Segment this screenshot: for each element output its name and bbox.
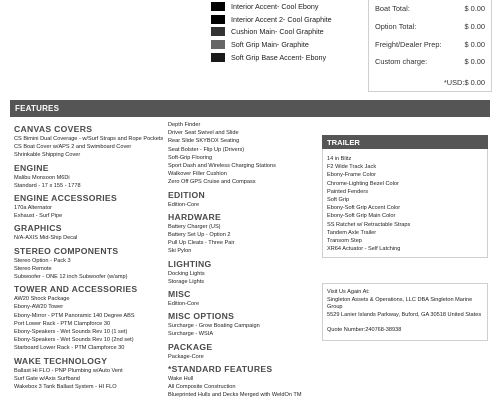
feature-item: Surf Gate w/Axis Surfband: [14, 375, 80, 382]
feature-item: Storage Lights: [168, 278, 205, 285]
trailer-item: Soft Grip: [327, 197, 350, 204]
trailer-item: Ebony-Soft Grip Accent Color: [327, 205, 401, 212]
feature-item: N/A-AXIS Mid-Ship Decal: [14, 235, 78, 242]
trailer-item: Tandem Axle Trailer: [327, 229, 377, 236]
option-total-row: [375, 22, 485, 31]
color-swatch-list: [211, 0, 351, 64]
feature-item: Malibu Monsoon M6Di: [14, 174, 70, 181]
color-swatch: [211, 27, 225, 36]
section-heading-edition: EDITION: [168, 189, 205, 200]
feature-item: Ebony-Speakers - Wet Sounds Rev 10 (2nd set): [14, 337, 134, 344]
feature-item: Walkover Filler Cushion: [168, 171, 227, 178]
dealer-address: 5529 Lanier Islands Parkway, Buford, GA 30518 United States: [327, 311, 482, 318]
color-swatch: [211, 53, 225, 62]
feature-item: Battery Set Up - Option 2: [168, 232, 231, 239]
section-heading-package: PACKAGE: [168, 341, 213, 352]
trailer-item: Transom Step: [327, 238, 362, 245]
section-heading-engine: ENGINE: [14, 162, 49, 173]
trailer-item: 14 in Blitz: [327, 156, 352, 162]
custom-charge-row: [375, 57, 485, 66]
features-title: FEATURES: [15, 104, 60, 113]
section-heading-standard-features: *STANDARD FEATURES: [168, 363, 273, 374]
feature-item: Pull Up Cleats - Three Pair: [168, 240, 235, 247]
section-heading-hardware: HARDWARE: [168, 211, 222, 222]
feature-item: Ballast Hi FLO - PNP Plumbing w/Auto Vent: [14, 367, 123, 374]
price-value: $ 0.00: [464, 22, 485, 31]
swatch-label: Soft Grip Base Accent- Ebony: [231, 53, 327, 63]
feature-item: Edition-Core: [168, 301, 200, 308]
feature-item: Depth Finder: [168, 122, 201, 128]
swatch-label: Interior Accent- Cool Ebony: [231, 1, 319, 11]
feature-item: Sport Dash and Wireless Charging Stations: [168, 163, 276, 170]
feature-item: Subwoofer - ONE 12 inch Subwoofer (w/amp): [14, 274, 128, 281]
price-label: Custom charge:: [375, 57, 428, 66]
feature-item: Wake Hull: [168, 375, 194, 382]
feature-item: Port Lower Rack - PTM Clampforce 30: [14, 320, 111, 327]
dealer-name-line: Singleton Assets & Operations, LLC DBA Singleton Marine: [327, 296, 473, 303]
feature-item: Ski Pylon: [168, 248, 192, 255]
features-column-middle: [168, 121, 318, 399]
features-column-left: [14, 121, 164, 391]
trailer-item: Painted Fenders: [327, 188, 369, 195]
feature-item: Zero Off GPS Cruise and Compass: [168, 179, 256, 186]
swatch-row: [211, 38, 351, 51]
trailer-list: [322, 149, 488, 258]
feature-item: Wakebox 3 Tank Ballast System - HI FLO: [14, 384, 117, 391]
feature-item: Soft-Grip Flooring: [168, 154, 213, 161]
swatch-row: [211, 0, 351, 13]
feature-item: Edition-Core: [168, 201, 200, 208]
feature-item: Stereo Option - Pack 3: [14, 257, 71, 264]
feature-item: Starboard Lower Rack - PTM Clampforce 30: [14, 345, 125, 352]
feature-item: Docking Lights: [168, 270, 205, 277]
section-heading-misc: MISC: [168, 289, 191, 300]
feature-item: Ebony-AW20 Tower: [14, 304, 64, 311]
feature-item: Ebony-Speakers - Wet Sounds Rev 10 (1 set): [14, 329, 128, 336]
feature-item: CS Bimini Dual Coverage - w/Surf Straps and Rope Pockets: [14, 136, 164, 142]
freight-row: [375, 40, 485, 49]
features-header: [10, 100, 490, 117]
section-heading-tower-and-accessories: TOWER AND ACCESSORIES: [14, 284, 138, 295]
feature-item: CS Boat Cover w/APS 2 and Swimboard Cover: [14, 144, 132, 151]
trailer-panel: [322, 135, 488, 258]
price-value: $ 0.00: [464, 4, 485, 13]
swatch-label: Cushion Main- Cool Graphite: [231, 27, 324, 37]
color-swatch: [211, 2, 225, 11]
section-heading-wake-technology: WAKE TECHNOLOGY: [14, 355, 108, 366]
feature-item: AW20 Shock Package: [14, 296, 70, 303]
trailer-item: F2 Wide Track Jack: [327, 164, 377, 171]
section-heading-canvas-covers: CANVAS COVERS: [14, 124, 93, 134]
feature-item: Stereo Remote: [14, 265, 52, 272]
swatch-row: [211, 51, 351, 64]
feature-item: Seat Bolster - Flip Up (Drivers): [168, 146, 245, 153]
swatch-row: [211, 13, 351, 26]
price-label: Freight/Dealer Prep:: [375, 40, 442, 49]
grand-total: *USD:$ 0.00: [443, 78, 485, 87]
boat-total-row: [375, 4, 485, 13]
swatch-label: Interior Accent 2- Cool Graphite: [231, 14, 332, 24]
color-swatch: [211, 40, 225, 49]
section-heading-lighting: LIGHTING: [168, 258, 212, 269]
trailer-item: Ebony-Soft Grip Main Color: [327, 213, 396, 220]
feature-item: Shrinkable Shipping Cover: [14, 152, 81, 159]
trailer-item: SS Ratchet w/ Retractable Straps: [327, 221, 411, 228]
price-value: $ 0.00: [464, 57, 485, 66]
feature-item: Package-Core: [168, 353, 204, 360]
trailer-item: XR64 Actuator - Self Latching: [327, 246, 401, 253]
visit-label: Visit Us Again At:: [327, 289, 370, 295]
swatch-label: Soft Grip Main- Graphite: [231, 40, 309, 50]
trailer-item: Ebony-Frame Color: [327, 172, 376, 179]
section-heading-graphics: GRAPHICS: [14, 223, 62, 234]
dealer-name-line: Group: [327, 304, 343, 311]
trailer-item: Chrome-Lighting Bezel Color: [327, 180, 399, 187]
color-swatch: [211, 15, 225, 24]
spacer: [327, 319, 483, 327]
dealer-info-box: [322, 283, 488, 341]
feature-item: Driver Seat Swivel and Slide: [168, 130, 239, 137]
feature-item: Battery Charger (US): [168, 223, 221, 230]
section-heading-stereo-components: STEREO COMPONENTS: [14, 245, 119, 256]
feature-item: Ebony-Mirror - PTM Panoramic 140 Degree ABS: [14, 312, 135, 319]
quote-number: Quote Number:240768-38938: [327, 327, 402, 334]
swatch-row: [211, 26, 351, 39]
section-heading-engine-accessories: ENGINE ACCESSORIES: [14, 193, 117, 204]
trailer-title: TRAILER: [322, 135, 488, 149]
price-label: Boat Total:: [375, 4, 410, 13]
feature-item: All Composite Construction: [168, 384, 236, 391]
feature-item: Standard - 17 x 155 - 1778: [14, 182, 81, 189]
feature-item: Rear Slide SKYBOX Seating: [168, 138, 240, 145]
feature-item: Exhaust - Surf Pipe: [14, 213, 63, 220]
feature-item: Surcharge - WSIA: [168, 331, 214, 338]
feature-item: 170a Alternator: [14, 205, 52, 212]
feature-item: Surcharge - Grow Boating Campaign: [168, 323, 260, 330]
price-label: Option Total:: [375, 22, 417, 31]
feature-item: Blueprinted Hulls and Decks Merged with WeldOn TM: [168, 392, 302, 399]
price-value: $ 0.00: [464, 40, 485, 49]
pricing-summary: [368, 0, 492, 92]
section-heading-misc-options: MISC OPTIONS: [168, 311, 235, 322]
